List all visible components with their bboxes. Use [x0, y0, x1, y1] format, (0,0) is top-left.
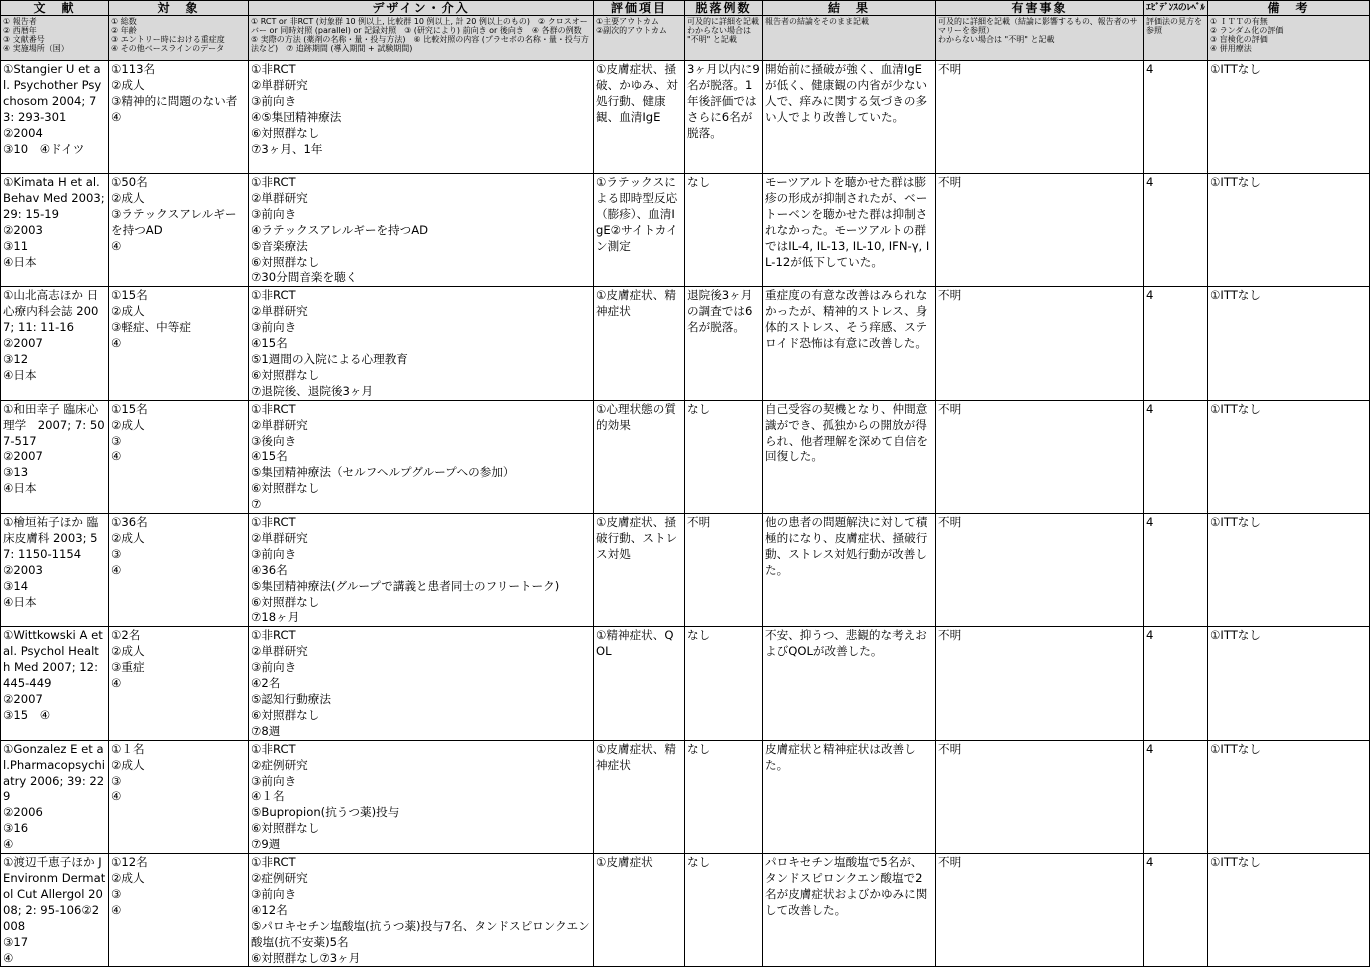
cell-dropout: なし	[685, 740, 763, 853]
subheader-dropout: 可及的に詳細を記載 わからない場合は "不明" と記載	[685, 16, 763, 61]
cell-result: 重症度の有意な改善はみられなかったが、精神的ストレス、身体的ストレス、そう痒感、ステロイド恐怖は有意に改善した。	[763, 287, 936, 400]
cell-evidence-level: 4	[1144, 740, 1208, 853]
cell-outcome: ①皮膚症状	[594, 854, 685, 967]
cell-reference: ①Stangier U et al. Psychother Psychosom 2004; 73: 293-301 ②2004 ③10 ④ドイツ	[1, 61, 109, 174]
cell-result: 自己受容の契機となり、仲間意識ができ、孤独からの開放が得られ、他者理解を深めて自信を回復した。	[763, 400, 936, 513]
table-row	[1, 627, 1370, 740]
cell-outcome: ①精神症状、QOL	[594, 627, 685, 740]
cell-subject: ①１名 ②成人 ③ ④	[109, 740, 249, 853]
cell-evidence-level: 4	[1144, 854, 1208, 967]
subheader-adverse: 可及的に詳細を記載（結論に影響するもの、報告者のサマリーを参照） わからない場合は "不明" と記載	[936, 16, 1144, 61]
cell-outcome: ①皮膚症状、精神症状	[594, 740, 685, 853]
cell-subject: ①36名 ②成人 ③ ④	[109, 514, 249, 627]
subheader-evidence-level: 評価法の見方を参照	[1144, 16, 1208, 61]
cell-result: 他の患者の問題解決に対して積極的になり、皮膚症状、掻破行動、ストレス対処行動が改善した。	[763, 514, 936, 627]
subheader-notes: ① ＩＴＴの有無 ② ランダム化の評価 ③ 盲検化の評価 ④ 併用療法	[1208, 16, 1370, 61]
cell-outcome: ①皮膚症状、精神症状	[594, 287, 685, 400]
cell-outcome: ①ラテックスによる即時型反応（膨疹）、血清IgE②サイトカイン測定	[594, 174, 685, 287]
cell-result: モーツアルトを聴かせた群は膨疹の形成が抑制されたが、ベートーベンを聴かせた群は抑制されなかった。モーツアルトの群ではIL-4, IL-13, IL-10, IFN-γ, IL-12が低下していた。	[763, 174, 936, 287]
header-outcome: 評価項目	[594, 1, 685, 16]
header-result: 結 果	[763, 1, 936, 16]
cell-design: ①非RCT ②症例研究 ③前向き ④１名 ⑤Bupropion(抗うつ薬)投与 ⑥対照群なし ⑦9週	[249, 740, 594, 853]
cell-adverse: 不明	[936, 627, 1144, 740]
cell-adverse: 不明	[936, 287, 1144, 400]
cell-evidence-level: 4	[1144, 61, 1208, 174]
header-notes: 備 考	[1208, 1, 1370, 16]
cell-design: ①非RCT ②単群研究 ③前向き ④2名 ⑤認知行動療法 ⑥対照群なし ⑦8週	[249, 627, 594, 740]
cell-subject: ①15名 ②成人 ③ ④	[109, 400, 249, 513]
subheader-row	[1, 16, 1370, 61]
cell-dropout: なし	[685, 627, 763, 740]
cell-design: ①非RCT ②単群研究 ③前向き ④36名 ⑤集団精神療法(グループで講義と患者同士のフリートーク) ⑥対照群なし ⑦18ヶ月	[249, 514, 594, 627]
cell-subject: ①113名 ②成人 ③精神的に問題のない者 ④	[109, 61, 249, 174]
cell-dropout: 退院後3ヶ月の調査では6名が脱落。	[685, 287, 763, 400]
cell-outcome: ①心理状態の質的効果	[594, 400, 685, 513]
subheader-outcome: ①主要アウトカム ②副次的アウトカム	[594, 16, 685, 61]
cell-reference: ①和田幸子 臨床心理学 2007; 7: 507-517 ②2007 ③13 ④日本	[1, 400, 109, 513]
table-row	[1, 854, 1370, 967]
header-design: デザイン・介入	[249, 1, 594, 16]
cell-subject: ①2名 ②成人 ③重症 ④	[109, 627, 249, 740]
cell-adverse: 不明	[936, 854, 1144, 967]
cell-evidence-level: 4	[1144, 400, 1208, 513]
cell-notes: ①ITTなし	[1208, 174, 1370, 287]
cell-subject: ①50名 ②成人 ③ラテックスアレルギーを持つAD ④	[109, 174, 249, 287]
cell-reference: ①渡辺千恵子ほか J Environm Dermatol Cut Allergol 2008; 2: 95-106②2008 ③17 ④	[1, 854, 109, 967]
header-dropout: 脱落例数	[685, 1, 763, 16]
cell-result: パロキセチン塩酸塩で5名が、タンドスピロンクエン酸塩で2名が皮膚症状およびかゆみに関して改善した。	[763, 854, 936, 967]
cell-reference: ①Kimata H et al. Behav Med 2003; 29: 15-19 ②2003 ③11 ④日本	[1, 174, 109, 287]
cell-result: 皮膚症状と精神症状は改善した。	[763, 740, 936, 853]
cell-reference: ①山北高志ほか 日心療内科会誌 2007; 11: 11-16 ②2007 ③12 ④日本	[1, 287, 109, 400]
header-evidence-level: ｴﾋﾞﾃﾞﾝｽのﾚﾍﾞﾙ	[1144, 1, 1208, 16]
table-row	[1, 514, 1370, 627]
cell-dropout: なし	[685, 400, 763, 513]
cell-reference: ①Wittkowski A et al. Psychol Health Med 2007; 12: 445-449 ②2007 ③15 ④	[1, 627, 109, 740]
cell-dropout: なし	[685, 854, 763, 967]
cell-evidence-level: 4	[1144, 287, 1208, 400]
cell-notes: ①ITTなし	[1208, 740, 1370, 853]
cell-adverse: 不明	[936, 174, 1144, 287]
cell-design: ①非RCT ②単群研究 ③前向き ④⑤集団精神療法 ⑥対照群なし ⑦3ヶ月、1年	[249, 61, 594, 174]
cell-adverse: 不明	[936, 400, 1144, 513]
cell-notes: ①ITTなし	[1208, 627, 1370, 740]
header-subject: 対 象	[109, 1, 249, 16]
header-row	[1, 1, 1370, 16]
cell-notes: ①ITTなし	[1208, 400, 1370, 513]
subheader-result: 報告者の結論をそのまま記載	[763, 16, 936, 61]
cell-reference: ①Gonzalez E et al.Pharmacopsychiatry 2006; 39: 229 ②2006 ③16 ④	[1, 740, 109, 853]
cell-adverse: 不明	[936, 514, 1144, 627]
table-row	[1, 287, 1370, 400]
header-adverse: 有害事象	[936, 1, 1144, 16]
cell-notes: ①ITTなし	[1208, 287, 1370, 400]
subheader-subject: ① 総数 ② 年齢 ③ エントリー時における重症度 ④ その他ベースラインのデータ	[109, 16, 249, 61]
cell-design: ①非RCT ②単群研究 ③後向き ④15名 ⑤集団精神療法（セルフヘルプグループへの参加） ⑥対照群なし ⑦	[249, 400, 594, 513]
table-row	[1, 400, 1370, 513]
cell-evidence-level: 4	[1144, 627, 1208, 740]
cell-adverse: 不明	[936, 740, 1144, 853]
cell-design: ①非RCT ②症例研究 ③前向き ④12名 ⑤パロキセチン塩酸塩(抗うつ薬)投与7名、タンドスピロンクエン酸塩(抗不安薬)5名 ⑥対照群なし⑦3ヶ月	[249, 854, 594, 967]
cell-notes: ①ITTなし	[1208, 854, 1370, 967]
cell-notes: ①ITTなし	[1208, 61, 1370, 174]
cell-dropout: 不明	[685, 514, 763, 627]
cell-reference: ①檜垣祐子ほか 臨床皮膚科 2003; 57: 1150-1154 ②2003 ③14 ④日本	[1, 514, 109, 627]
cell-subject: ①12名 ②成人 ③ ④	[109, 854, 249, 967]
cell-outcome: ①皮膚症状、掻破行動、ストレス対処	[594, 514, 685, 627]
cell-dropout: 3ヶ月以内に9名が脱落。1年後評価ではさらに6名が脱落。	[685, 61, 763, 174]
cell-evidence-level: 4	[1144, 514, 1208, 627]
header-reference: 文 献	[1, 1, 109, 16]
cell-outcome: ①皮膚症状、掻破、かゆみ、対処行動、健康観、血清IgE	[594, 61, 685, 174]
cell-evidence-level: 4	[1144, 174, 1208, 287]
table-row	[1, 174, 1370, 287]
subheader-design: ① RCT or 非RCT (対象群 10 例以上, 比較群 10 例以上, 計 20 例以上のもの) ② クロスオーバー or 同時対照 (parallel) or 記録対照 ③ (研究により) 前向き or 後向き ④ 各群の例数 ⑤ 実際の方法 (薬剤の名称・量・投与方法) ⑥ 比較対照の内容 (プラセボの名称・量・投与方法など) ⑦ 追跡期間 (導入期間 + 試験期間)	[249, 16, 594, 61]
cell-dropout: なし	[685, 174, 763, 287]
cell-design: ①非RCT ②単群研究 ③前向き ④ラテックスアレルギーを持つAD ⑤音楽療法 ⑥対照群なし ⑦30分間音楽を聴く	[249, 174, 594, 287]
cell-design: ①非RCT ②単群研究 ③前向き ④15名 ⑤1週間の入院による心理教育 ⑥対照群なし ⑦退院後、退院後3ヶ月	[249, 287, 594, 400]
table-row	[1, 740, 1370, 853]
cell-result: 不安、抑うつ、悲観的な考えおよびQOLが改善した。	[763, 627, 936, 740]
cell-subject: ①15名 ②成人 ③軽症、中等症 ④	[109, 287, 249, 400]
table-row	[1, 61, 1370, 174]
cell-adverse: 不明	[936, 61, 1144, 174]
cell-notes: ①ITTなし	[1208, 514, 1370, 627]
cell-result: 開始前に掻破が強く、血清IgEが低く、健康観の内省が少ない人で、痒みに関する気づきの多い人でより改善していた。	[763, 61, 936, 174]
subheader-reference: ① 報告者 ② 西暦年 ③ 文献番号 ④ 実施場所（国）	[1, 16, 109, 61]
